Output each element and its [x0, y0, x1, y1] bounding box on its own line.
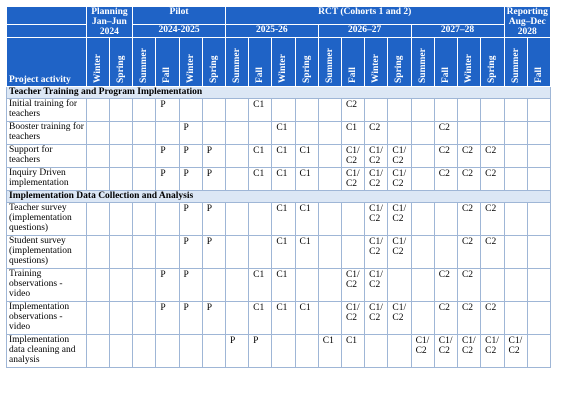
schedule-cell — [504, 99, 527, 122]
schedule-cell: C1 — [272, 236, 295, 269]
season-header — [341, 38, 364, 87]
season-label: Spring — [208, 55, 219, 83]
table-row — [7, 168, 551, 191]
schedule-cell — [86, 168, 109, 191]
schedule-cell — [272, 335, 295, 368]
activity-label: Initial training for teachers — [7, 99, 87, 122]
schedule-cell: C1/ C2 — [388, 145, 411, 168]
schedule-cell — [411, 99, 434, 122]
schedule-cell: C1 — [341, 335, 364, 368]
season-label: Summer — [510, 48, 521, 83]
schedule-cell — [133, 99, 156, 122]
season-label: Fall — [348, 67, 359, 83]
schedule-cell: C1/ C2 — [411, 335, 434, 368]
schedule-cell — [156, 236, 179, 269]
schedule-cell: P — [156, 302, 179, 335]
schedule-cell: C2 — [457, 145, 480, 168]
header-year-2026-27: 2026–27 — [318, 25, 411, 38]
schedule-cell — [527, 145, 550, 168]
schedule-cell — [527, 203, 550, 236]
header-reporting: Reporting Aug–Dec 2028 — [504, 7, 550, 38]
schedule-cell: C1 — [249, 99, 272, 122]
schedule-cell — [457, 99, 480, 122]
season-label: Fall — [533, 67, 544, 83]
schedule-cell — [86, 335, 109, 368]
schedule-cell: P — [179, 236, 202, 269]
schedule-cell: C1/ C2 — [341, 145, 364, 168]
schedule-cell — [481, 269, 504, 302]
schedule-cell — [109, 145, 132, 168]
schedule-cell: P — [202, 236, 225, 269]
schedule-cell — [156, 203, 179, 236]
season-header — [133, 38, 156, 87]
section-header-row — [7, 87, 551, 99]
schedule-cell — [318, 99, 341, 122]
season-header — [365, 38, 388, 87]
schedule-cell — [365, 99, 388, 122]
schedule-cell — [411, 269, 434, 302]
schedule-cell: C1/ C2 — [365, 203, 388, 236]
schedule-cell — [295, 99, 318, 122]
schedule-cell — [109, 335, 132, 368]
schedule-cell: C2 — [434, 269, 457, 302]
season-label: Winter — [278, 54, 289, 83]
schedule-cell — [388, 335, 411, 368]
season-label: Winter — [92, 54, 103, 83]
schedule-cell — [295, 122, 318, 145]
season-header — [156, 38, 179, 87]
schedule-cell — [318, 203, 341, 236]
schedule-cell: C1 — [295, 168, 318, 191]
schedule-cell — [109, 203, 132, 236]
activity-label: Booster training for teachers — [7, 122, 87, 145]
schedule-cell — [249, 236, 272, 269]
season-header — [179, 38, 202, 87]
schedule-cell — [341, 203, 364, 236]
schedule-cell — [295, 335, 318, 368]
schedule-cell — [86, 145, 109, 168]
schedule-cell: P — [156, 168, 179, 191]
schedule-cell — [109, 302, 132, 335]
schedule-cell — [225, 269, 248, 302]
schedule-cell — [179, 99, 202, 122]
season-header — [225, 38, 248, 87]
schedule-cell — [202, 122, 225, 145]
schedule-cell: P — [179, 168, 202, 191]
season-header — [411, 38, 434, 87]
schedule-cell: C2 — [481, 203, 504, 236]
section-header-row — [7, 191, 551, 203]
schedule-cell — [109, 236, 132, 269]
schedule-cell — [318, 145, 341, 168]
schedule-cell: C1/ C2 — [341, 168, 364, 191]
schedule-cell — [318, 122, 341, 145]
schedule-cell: P — [156, 145, 179, 168]
schedule-cell — [527, 269, 550, 302]
season-label: Spring — [394, 55, 405, 83]
schedule-cell: C1 — [249, 145, 272, 168]
schedule-cell: C1/ C2 — [388, 168, 411, 191]
schedule-cell — [388, 122, 411, 145]
table-row — [7, 335, 551, 368]
season-label: Fall — [255, 67, 266, 83]
schedule-cell: C1 — [272, 122, 295, 145]
schedule-cell: C2 — [481, 236, 504, 269]
schedule-cell: P — [202, 302, 225, 335]
schedule-cell: C1 — [272, 302, 295, 335]
schedule-cell — [388, 99, 411, 122]
schedule-cell — [225, 203, 248, 236]
schedule-cell: C1/ C2 — [504, 335, 527, 368]
activity-label: Teacher survey (implementation questions) — [7, 203, 87, 236]
schedule-cell: P — [202, 203, 225, 236]
activity-label: Training observations - video — [7, 269, 87, 302]
schedule-cell — [527, 99, 550, 122]
schedule-cell: C1 — [272, 168, 295, 191]
schedule-cell: P — [202, 168, 225, 191]
schedule-cell — [527, 302, 550, 335]
schedule-cell — [225, 99, 248, 122]
header-pilot-years: 2024-2025 — [133, 25, 226, 38]
activity-label: Inquiry Driven implementation — [7, 168, 87, 191]
table-row — [7, 302, 551, 335]
schedule-cell: P — [179, 269, 202, 302]
schedule-cell: C2 — [341, 99, 364, 122]
season-label: Winter — [464, 54, 475, 83]
schedule-cell — [481, 122, 504, 145]
schedule-cell — [86, 302, 109, 335]
schedule-cell: P — [202, 145, 225, 168]
schedule-cell — [156, 122, 179, 145]
schedule-cell — [133, 145, 156, 168]
schedule-cell — [86, 99, 109, 122]
schedule-cell: C1 — [341, 122, 364, 145]
schedule-cell: C2 — [434, 145, 457, 168]
schedule-cell: C1/ C2 — [434, 335, 457, 368]
schedule-cell: C1/ C2 — [481, 335, 504, 368]
schedule-cell — [109, 99, 132, 122]
schedule-cell: C1 — [249, 168, 272, 191]
schedule-cell — [388, 269, 411, 302]
schedule-cell: C2 — [365, 122, 388, 145]
schedule-cell — [109, 122, 132, 145]
schedule-cell: C1 — [272, 145, 295, 168]
section-title: Teacher Training and Program Implementation — [7, 87, 551, 99]
season-header — [481, 38, 504, 87]
schedule-cell: C1/ C2 — [341, 269, 364, 302]
season-label: Spring — [116, 55, 127, 83]
schedule-cell: C1 — [295, 236, 318, 269]
season-header — [318, 38, 341, 87]
season-header — [527, 38, 550, 87]
season-header — [109, 38, 132, 87]
schedule-cell: C1 — [318, 335, 341, 368]
activity-label: Implementation observations - video — [7, 302, 87, 335]
schedule-cell — [434, 99, 457, 122]
header-pilot: Pilot — [133, 7, 226, 25]
schedule-cell: C2 — [481, 145, 504, 168]
season-header — [86, 38, 109, 87]
schedule-cell — [527, 236, 550, 269]
schedule-cell — [504, 302, 527, 335]
header-rct: RCT (Cohorts 1 and 2) — [225, 7, 504, 25]
schedule-cell — [504, 203, 527, 236]
schedule-cell — [86, 269, 109, 302]
schedule-cell: C1 — [295, 145, 318, 168]
season-label: Summer — [139, 48, 150, 83]
schedule-cell — [504, 168, 527, 191]
schedule-cell: C1 — [295, 203, 318, 236]
schedule-cell: C1 — [272, 203, 295, 236]
season-label: Summer — [417, 48, 428, 83]
schedule-cell: C2 — [457, 236, 480, 269]
schedule-cell: C2 — [457, 269, 480, 302]
schedule-cell — [202, 269, 225, 302]
schedule-cell — [156, 335, 179, 368]
schedule-cell — [434, 203, 457, 236]
schedule-cell: P — [225, 335, 248, 368]
schedule-cell: C1/ C2 — [457, 335, 480, 368]
season-label: Summer — [232, 48, 243, 83]
schedule-cell — [365, 335, 388, 368]
schedule-cell: C1/ C2 — [388, 302, 411, 335]
season-header — [202, 38, 225, 87]
schedule-cell: P — [156, 269, 179, 302]
schedule-cell — [527, 335, 550, 368]
schedule-cell — [179, 335, 202, 368]
table-row — [7, 269, 551, 302]
table-row — [7, 203, 551, 236]
schedule-cell: P — [249, 335, 272, 368]
schedule-cell — [86, 122, 109, 145]
schedule-cell: C1/ C2 — [365, 145, 388, 168]
schedule-cell: C2 — [481, 302, 504, 335]
schedule-cell — [133, 269, 156, 302]
table-row — [7, 99, 551, 122]
schedule-cell: C1/ C2 — [388, 203, 411, 236]
schedule-cell — [133, 168, 156, 191]
table-row — [7, 122, 551, 145]
schedule-cell: C2 — [457, 168, 480, 191]
schedule-cell: C1 — [272, 269, 295, 302]
season-header — [434, 38, 457, 87]
schedule-cell — [504, 269, 527, 302]
header-planning: Planning Jan–Jun 2024 — [86, 7, 132, 38]
season-header — [272, 38, 295, 87]
schedule-cell — [109, 168, 132, 191]
schedule-cell — [411, 302, 434, 335]
season-label: Winter — [185, 54, 196, 83]
schedule-cell: C1 — [249, 269, 272, 302]
project-timeline-table — [6, 6, 551, 368]
schedule-cell — [225, 145, 248, 168]
schedule-cell — [411, 168, 434, 191]
schedule-cell — [133, 203, 156, 236]
season-header — [504, 38, 527, 87]
schedule-cell — [318, 236, 341, 269]
season-label: Fall — [440, 67, 451, 83]
schedule-cell: P — [179, 145, 202, 168]
schedule-cell — [318, 302, 341, 335]
schedule-cell — [434, 236, 457, 269]
schedule-cell: P — [179, 203, 202, 236]
schedule-cell — [341, 236, 364, 269]
schedule-cell — [527, 122, 550, 145]
schedule-cell — [202, 99, 225, 122]
season-header — [457, 38, 480, 87]
schedule-cell: C1 — [249, 302, 272, 335]
schedule-cell — [481, 99, 504, 122]
schedule-cell — [527, 168, 550, 191]
schedule-cell — [411, 145, 434, 168]
schedule-cell — [202, 335, 225, 368]
schedule-cell — [249, 203, 272, 236]
schedule-cell — [457, 122, 480, 145]
season-label: Winter — [371, 54, 382, 83]
schedule-cell — [272, 99, 295, 122]
schedule-cell: C1/ C2 — [341, 302, 364, 335]
activity-label: Implementation data cleaning and analysis — [7, 335, 87, 368]
schedule-cell — [504, 145, 527, 168]
header-year-2025-26: 2025-26 — [225, 25, 318, 38]
schedule-cell — [411, 203, 434, 236]
season-label: Summer — [324, 48, 335, 83]
season-header — [388, 38, 411, 87]
schedule-cell: C2 — [481, 168, 504, 191]
schedule-cell — [411, 122, 434, 145]
schedule-cell: C1/ C2 — [365, 168, 388, 191]
schedule-cell — [86, 203, 109, 236]
schedule-cell — [295, 269, 318, 302]
schedule-cell — [109, 269, 132, 302]
schedule-cell — [318, 269, 341, 302]
schedule-cell — [225, 236, 248, 269]
section-title: Implementation Data Collection and Analysis — [7, 191, 551, 203]
schedule-cell — [225, 122, 248, 145]
schedule-cell: C1 — [295, 302, 318, 335]
season-header — [295, 38, 318, 87]
table-row — [7, 145, 551, 168]
season-header — [249, 38, 272, 87]
schedule-cell — [133, 335, 156, 368]
season-label: Spring — [301, 55, 312, 83]
schedule-cell — [504, 122, 527, 145]
schedule-cell: C2 — [457, 203, 480, 236]
schedule-cell — [504, 236, 527, 269]
schedule-cell: C1/ C2 — [365, 302, 388, 335]
schedule-cell: C2 — [457, 302, 480, 335]
schedule-cell — [225, 302, 248, 335]
schedule-cell: C2 — [434, 122, 457, 145]
schedule-cell: P — [179, 302, 202, 335]
schedule-cell: C1/ C2 — [365, 236, 388, 269]
schedule-cell: C2 — [434, 168, 457, 191]
season-label: Spring — [487, 55, 498, 83]
season-label: Fall — [162, 67, 173, 83]
activity-label: Support for teachers — [7, 145, 87, 168]
schedule-cell: C2 — [434, 302, 457, 335]
schedule-cell — [133, 236, 156, 269]
header-project-activity: Project activity — [7, 38, 87, 87]
schedule-cell — [225, 168, 248, 191]
schedule-cell — [249, 122, 272, 145]
schedule-cell — [318, 168, 341, 191]
schedule-cell: P — [179, 122, 202, 145]
schedule-cell — [133, 122, 156, 145]
schedule-cell: C1/ C2 — [365, 269, 388, 302]
schedule-cell: P — [156, 99, 179, 122]
activity-label: Student survey (implementation questions) — [7, 236, 87, 269]
table-row — [7, 236, 551, 269]
schedule-cell — [411, 236, 434, 269]
schedule-cell — [86, 236, 109, 269]
header-year-2027-28: 2027–28 — [411, 25, 504, 38]
schedule-cell — [133, 302, 156, 335]
schedule-cell: C1/ C2 — [388, 236, 411, 269]
